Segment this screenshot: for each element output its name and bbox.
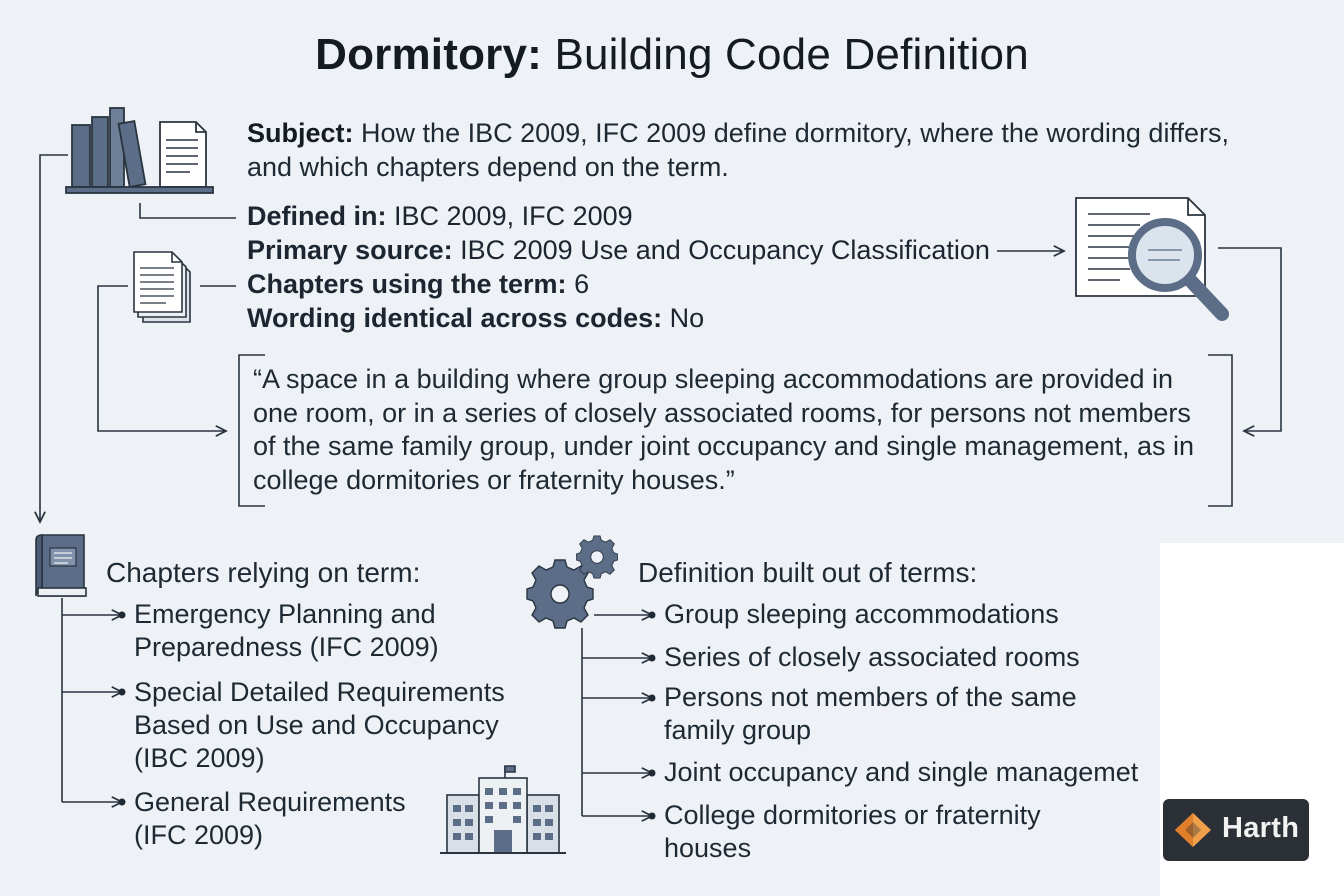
building-icon xyxy=(440,766,566,853)
chapter-item: Special Detailed Requirements Based on Use and Occupancy (IBC 2009) xyxy=(134,677,505,773)
chapters-heading: Chapters relying on term: xyxy=(106,557,421,588)
chapter-item: General Requirements (IFC 2009) xyxy=(134,787,406,850)
gears-icon xyxy=(527,536,617,628)
chapter-item: Emergency Planning and Preparedness (IFC 2009) xyxy=(134,599,439,662)
term-item: Series of closely associated rooms xyxy=(664,642,1080,672)
fact-label: Defined in: xyxy=(247,201,387,231)
title-rest: Building Code Definition xyxy=(554,30,1029,79)
term-item: Persons not members of the same family group xyxy=(664,682,1077,745)
subject-label: Subject: xyxy=(247,118,354,148)
book-icon xyxy=(36,535,86,596)
fact-value: No xyxy=(669,303,705,333)
fact-label: Chapters using the term: xyxy=(247,269,567,299)
document-magnifier-icon xyxy=(1076,198,1222,314)
terms-heading: Definition built out of terms: xyxy=(638,557,978,588)
term-item: Joint occupancy and single managemet xyxy=(664,757,1139,787)
fact-primary-source xyxy=(247,233,990,267)
connector-magnifier-to-quote xyxy=(1218,248,1281,431)
fact-value: IBC 2009, IFC 2009 xyxy=(394,201,633,231)
logo-text: Harth xyxy=(1222,812,1300,844)
fact-wording-identical xyxy=(247,301,704,335)
page-title xyxy=(0,30,1344,80)
subject-block xyxy=(247,116,1247,184)
fact-defined-in xyxy=(247,199,633,233)
definition-quote: “A space in a building where group sleeping accommodations are provided in one room, or in a series of closely associated rooms, for persons not members of the same family group, under joint occupancy and single management, as in college dormitories or fraternity houses.” xyxy=(253,364,1195,495)
title-bold: Dormitory: xyxy=(315,30,543,79)
fact-chapters-count xyxy=(247,267,589,301)
connector-bookshelf-to-chapters xyxy=(40,155,68,522)
subject-text: How the IBC 2009, IFC 2009 define dormitory, where the wording differs, and which chapters depend on the term. xyxy=(247,118,1229,182)
connector-bookshelf-to-facts xyxy=(140,203,236,218)
fact-label: Wording identical across codes: xyxy=(247,303,663,333)
term-item: College dormitories or fraternity houses xyxy=(664,800,1041,863)
fact-label: Primary source: xyxy=(247,235,453,265)
bookshelf-icon xyxy=(66,108,213,193)
fact-value: IBC 2009 Use and Occupancy Classification xyxy=(460,235,990,265)
term-item: Group sleeping accommodations xyxy=(664,599,1059,629)
stacked-documents-icon xyxy=(134,252,190,322)
fact-value: 6 xyxy=(574,269,590,299)
